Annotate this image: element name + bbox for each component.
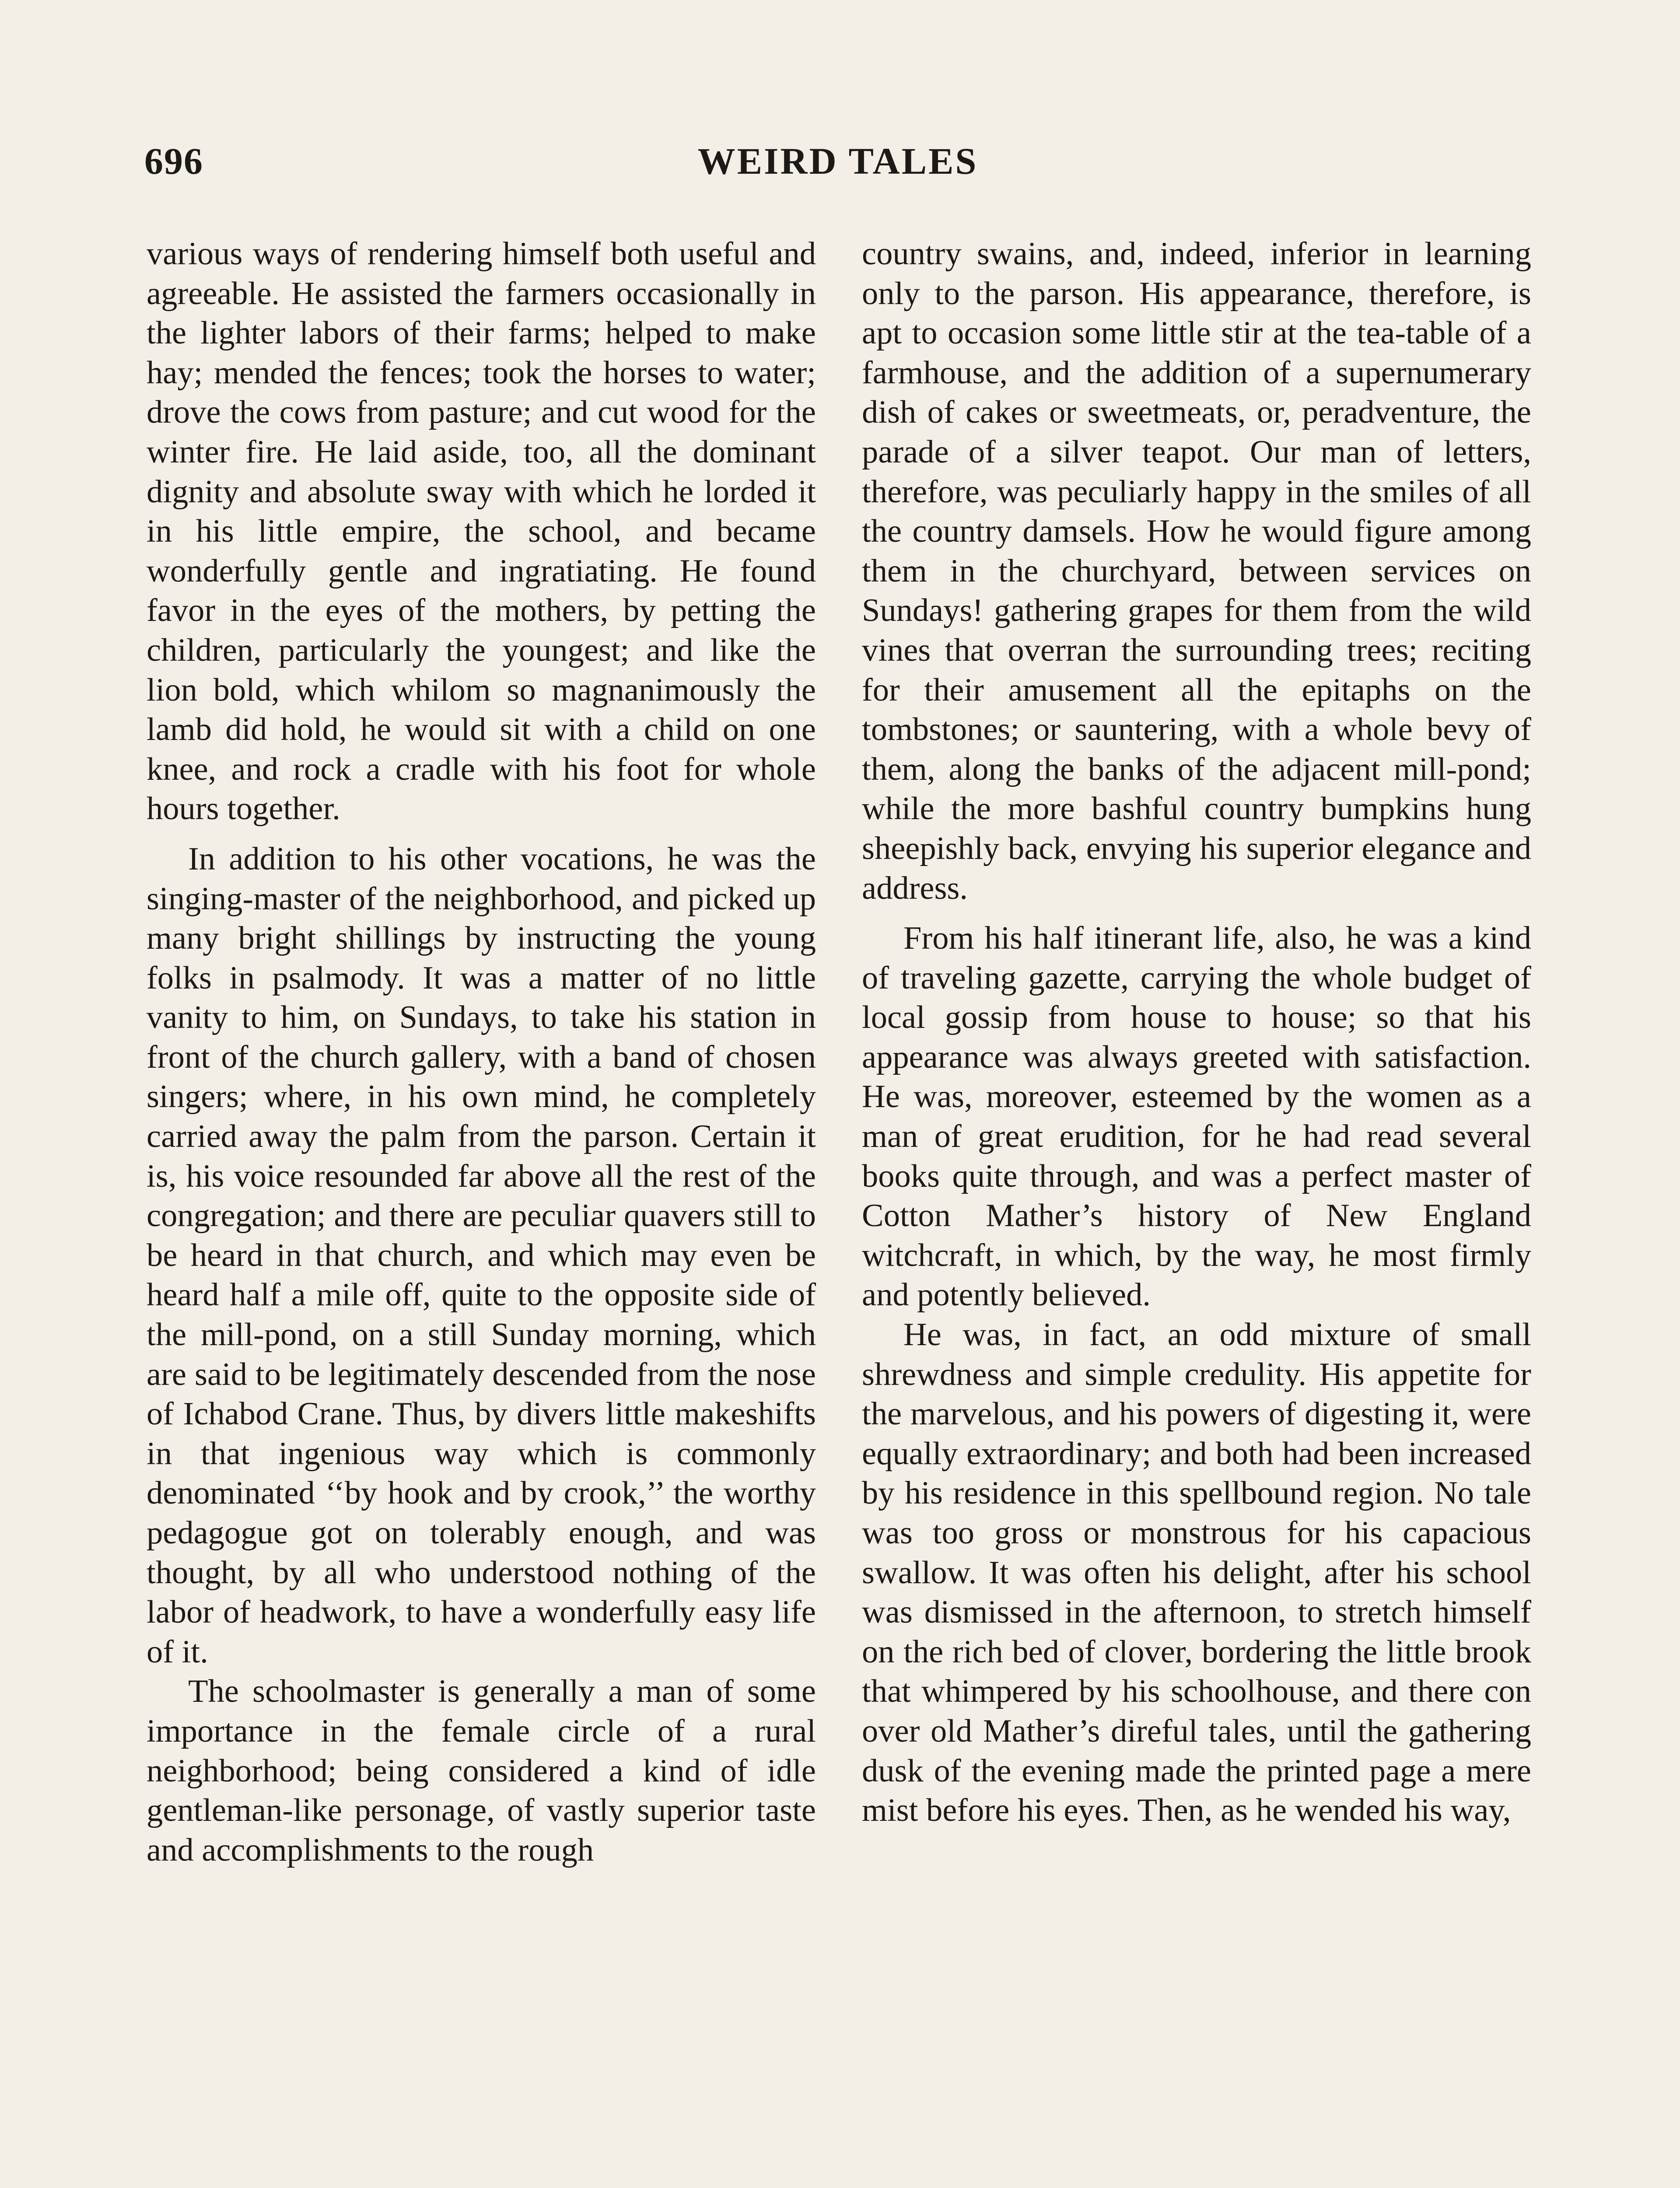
- paragraph-country-swains: country swains, and, indeed, inferior in learning only to the parson. His appearance, therefore, is apt to occasion some little stir at the tea-table of a farmhouse, and the addition of a supernumerary dish of cakes or sweetmeats, or, peradventure, the parade of a silver teapot. Our man of letters, therefore, was peculiarly happy in the smiles of all the country damsels. How he would figure among them in the churchyard, between services on Sundays! gathering grapes for them from the wild vines that overran the surrounding trees; reciting for their amusement all the epitaphs on the tombstones; or sauntering, with a whole bevy of them, along the banks of the adjacent mill-pond; while the more bashful country bumpkins hung sheepishly back, envying his superior elegance and address.: [862, 236, 1531, 906]
- right-column: [862, 234, 1531, 1830]
- running-head: [144, 139, 1531, 187]
- paragraph-odd-mixture: He was, in fact, an odd mixture of small shrewdness and simple credulity. His appetite for the marvelous, and his powers of digesting it, were equally extraordinary; and both had been increased by his residence in this spellbound region. No tale was too gross or monstrous for his capacious swallow. It was often his delight, after his school was dismissed in the afternoon, to stretch himself on the rich bed of clover, bordering the little brook that whimpered by his schoolhouse, and there con over old Mather’s direful tales, until the gathering dusk of the evening made the printed page a mere mist before his eyes. Then, as he wended his way,: [862, 1317, 1531, 1829]
- paragraph-singing-master: In addition to his other vocations, he was the singing-master of the neighborhood, and picked up many bright shillings by instructing the young folks in psalmody. It was a matter of no little vanity to him, on Sundays, to take his station in front of the church gallery, with a band of chosen singers; where, in his own mind, he completely carried away the palm from the parson. Certain it is, his voice resounded far above all the rest of the congregation; and there are peculiar quavers still to be heard in that church, and which may even be heard half a mile off, quite to the opposite side of the mill-pond, on a still Sunday morning, which are said to be legitimately descended from the nose of Ichabod Crane. Thus, by divers little makeshifts in that ingenious way which is commonly denominated ‘‘by hook and by crook,’’ the worthy pedagogue got on tolerably enough, and was thought, by all who understood nothing of the labor of headwork, to have a wonderfully easy life of it.: [147, 841, 816, 1670]
- paragraph-schoolmaster: The schoolmaster is generally a man of some importance in the female circle of a rural neighborhood; being considered a kind of idle gentleman-like personage, of vastly superior taste and accomplishments to the rough: [147, 1673, 816, 1868]
- paragraph-traveling-gazette: From his half itinerant life, also, he was a kind of traveling gazette, carrying the whole budget of local gossip from house to house; so that his appearance was always greeted with satisfaction. He was, moreover, esteemed by the women as a man of great erudition, for he had read several books quite through, and was a perfect master of Cotton Mather’s history of New England witchcraft, in which, by the way, he most firmly and potently believed.: [862, 920, 1531, 1313]
- paragraph-continued: various ways of rendering himself both useful and agreeable. He assisted the farmers occasionally in the lighter labors of their farms; helped to make hay; mended the fences; took the horses to water; drove the cows from pasture; and cut wood for the winter fire. He laid aside, too, all the dominant dignity and absolute sway with which he lorded it in his little empire, the school, and became wonderfully gentle and ingratiating. He found favor in the eyes of the mothers, by petting the children, particularly the youngest; and like the lion bold, which whilom so magnanimously the lamb did hold, he would sit with a child on one knee, and rock a cradle with his foot for whole hours together.: [147, 236, 816, 827]
- page-number: 696: [144, 140, 203, 182]
- journal-title: WEIRD TALES: [697, 140, 978, 182]
- left-column: [147, 234, 816, 1870]
